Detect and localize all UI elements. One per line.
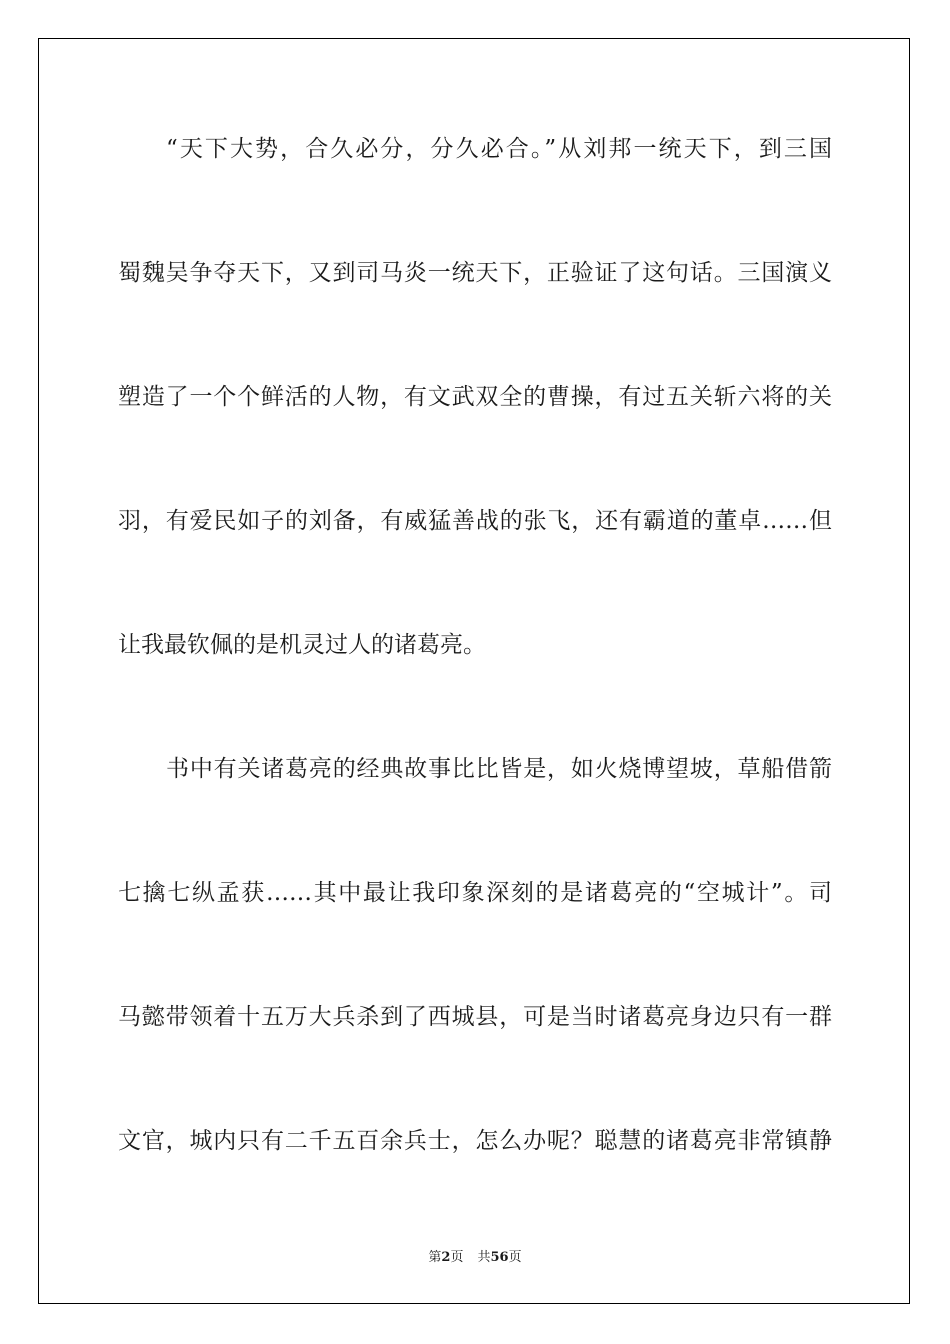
total-prefix: 共 bbox=[477, 1250, 491, 1265]
paragraph-1-line-2: 蜀魏吴争夺天下，又到司马炎一统天下，正验证了这句话。三国演义 bbox=[118, 260, 832, 286]
paragraph-2-line-2: 七擒七纵孟获……其中最让我印象深刻的是诸葛亮的“空城计”。司 bbox=[118, 880, 832, 906]
paragraph-2-line-3: 马懿带领着十五万大兵杀到了西城县，可是当时诸葛亮身边只有一群 bbox=[118, 1004, 832, 1030]
page-footer bbox=[0, 1246, 950, 1265]
paragraph-2-line-1: 书中有关诸葛亮的经典故事比比皆是，如火烧博望坡，草船借箭 bbox=[166, 756, 832, 782]
page-border bbox=[38, 38, 910, 1304]
page-prefix: 第 bbox=[428, 1250, 442, 1265]
paragraph-1-line-5: 让我最钦佩的是机灵过人的诸葛亮。 bbox=[118, 632, 486, 658]
paragraph-1-line-4: 羽，有爱民如子的刘备，有威猛善战的张飞，还有霸道的董卓……但 bbox=[118, 508, 832, 534]
paragraph-1-line-3: 塑造了一个个鲜活的人物，有文武双全的曹操，有过五关斩六将的关 bbox=[118, 384, 832, 410]
total-suffix: 页 bbox=[508, 1250, 522, 1265]
paragraph-1-line-1: “天下大势，合久必分，分久必合。”从刘邦一统天下，到三国 bbox=[166, 136, 832, 162]
current-page-number: 2 bbox=[441, 1250, 451, 1265]
total-pages-number: 56 bbox=[490, 1250, 509, 1265]
page-suffix: 页 bbox=[450, 1250, 464, 1265]
paragraph-2-line-4: 文官，城内只有二千五百余兵士，怎么办呢？聪慧的诸葛亮非常镇静 bbox=[118, 1128, 832, 1154]
